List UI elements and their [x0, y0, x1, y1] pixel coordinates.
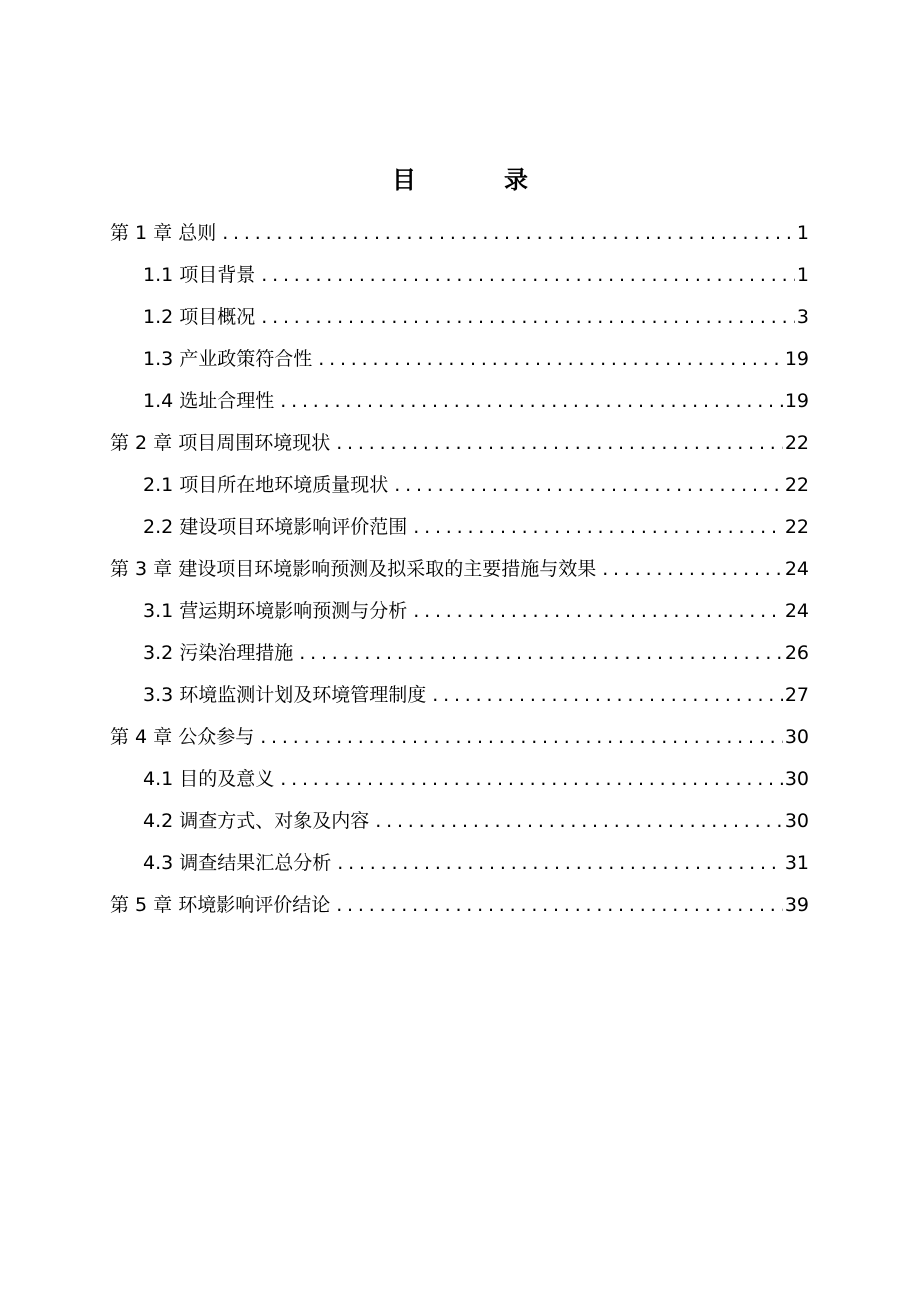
- toc-entry-page-number: 31: [784, 852, 809, 874]
- toc-entry-page-number: 22: [784, 432, 809, 454]
- toc-leader-dots: [375, 800, 783, 842]
- toc-leader-dots: [299, 632, 783, 674]
- toc-entry-section[interactable]: [143, 296, 809, 338]
- toc-leader-dots: [261, 296, 795, 338]
- toc-entry-label: 第 2 章 项目周围环境现状: [110, 432, 331, 454]
- toc-entry-label: 1.1 项目背景: [143, 264, 256, 286]
- toc-entry-label: 第 5 章 环境影响评价结论: [110, 894, 331, 916]
- toc-entry-section[interactable]: [143, 632, 809, 674]
- toc-entry-label: 第 4 章 公众参与: [110, 726, 255, 748]
- toc-leader-dots: [318, 338, 783, 380]
- toc-entry-label: 2.1 项目所在地环境质量现状: [143, 474, 389, 496]
- toc-entry-label: 1.4 选址合理性: [143, 390, 275, 412]
- toc-title-left: 目: [392, 166, 416, 194]
- toc-leader-dots: [394, 464, 783, 506]
- toc-entry-label: 3.2 污染治理措施: [143, 642, 294, 664]
- toc-entry-page-number: 19: [784, 348, 809, 370]
- toc-entry-page-number: 3: [796, 306, 809, 328]
- toc-entry-section[interactable]: [143, 380, 809, 422]
- toc-entry-chapter[interactable]: [110, 716, 809, 758]
- toc-entry-chapter[interactable]: [110, 884, 809, 926]
- toc-entry-chapter[interactable]: [110, 212, 809, 254]
- toc-leader-dots: [261, 254, 795, 296]
- toc-entry-label: 3.1 营运期环境影响预测与分析: [143, 600, 408, 622]
- toc-entry-section[interactable]: [143, 338, 809, 380]
- toc-leader-dots: [260, 716, 783, 758]
- toc-entry-label: 1.2 项目概况: [143, 306, 256, 328]
- toc-entry-page-number: 1: [796, 264, 809, 286]
- toc-entry-label: 4.2 调查方式、对象及内容: [143, 810, 370, 832]
- toc-leader-dots: [280, 758, 783, 800]
- toc-entry-section[interactable]: [143, 254, 809, 296]
- toc-entry-page-number: 39: [784, 894, 809, 916]
- toc-title-right: 录: [504, 166, 528, 194]
- toc-leader-dots: [336, 422, 783, 464]
- toc-entry-page-number: 30: [784, 726, 809, 748]
- toc-entry-label: 1.3 产业政策符合性: [143, 348, 313, 370]
- toc-entry-section[interactable]: [143, 464, 809, 506]
- toc-entry-label: 第 1 章 总则: [110, 222, 217, 244]
- toc-entry-page-number: 19: [784, 390, 809, 412]
- toc-entry-section[interactable]: [143, 800, 809, 842]
- toc-title: [0, 160, 920, 195]
- toc-entry-page-number: 26: [784, 642, 809, 664]
- toc-entry-section[interactable]: [143, 842, 809, 884]
- toc-leader-dots: [336, 884, 783, 926]
- toc-entry-section[interactable]: [143, 590, 809, 632]
- toc-leader-dots: [602, 548, 783, 590]
- toc-leader-dots: [432, 674, 783, 716]
- toc-leader-dots: [413, 506, 783, 548]
- toc-entry-page-number: 24: [784, 600, 809, 622]
- toc-leader-dots: [222, 212, 795, 254]
- toc-leader-dots: [280, 380, 783, 422]
- toc-entry-chapter[interactable]: [110, 548, 809, 590]
- toc-entry-page-number: 27: [784, 684, 809, 706]
- toc-leader-dots: [413, 590, 783, 632]
- toc-entry-page-number: 24: [784, 558, 809, 580]
- toc-entry-chapter[interactable]: [110, 422, 809, 464]
- toc-entry-label: 第 3 章 建设项目环境影响预测及拟采取的主要措施与效果: [110, 558, 597, 580]
- toc-entry-section[interactable]: [143, 506, 809, 548]
- toc-entry-label: 2.2 建设项目环境影响评价范围: [143, 516, 408, 538]
- toc-entry-page-number: 30: [784, 810, 809, 832]
- toc-entry-section[interactable]: [143, 674, 809, 716]
- toc-leader-dots: [337, 842, 783, 884]
- toc-entry-label: 4.3 调查结果汇总分析: [143, 852, 332, 874]
- toc-entry-page-number: 22: [784, 474, 809, 496]
- toc-entry-label: 3.3 环境监测计划及环境管理制度: [143, 684, 427, 706]
- toc-entry-page-number: 1: [796, 222, 809, 244]
- toc-entry-page-number: 30: [784, 768, 809, 790]
- toc-entry-page-number: 22: [784, 516, 809, 538]
- toc-entry-section[interactable]: [143, 758, 809, 800]
- toc-entry-label: 4.1 目的及意义: [143, 768, 275, 790]
